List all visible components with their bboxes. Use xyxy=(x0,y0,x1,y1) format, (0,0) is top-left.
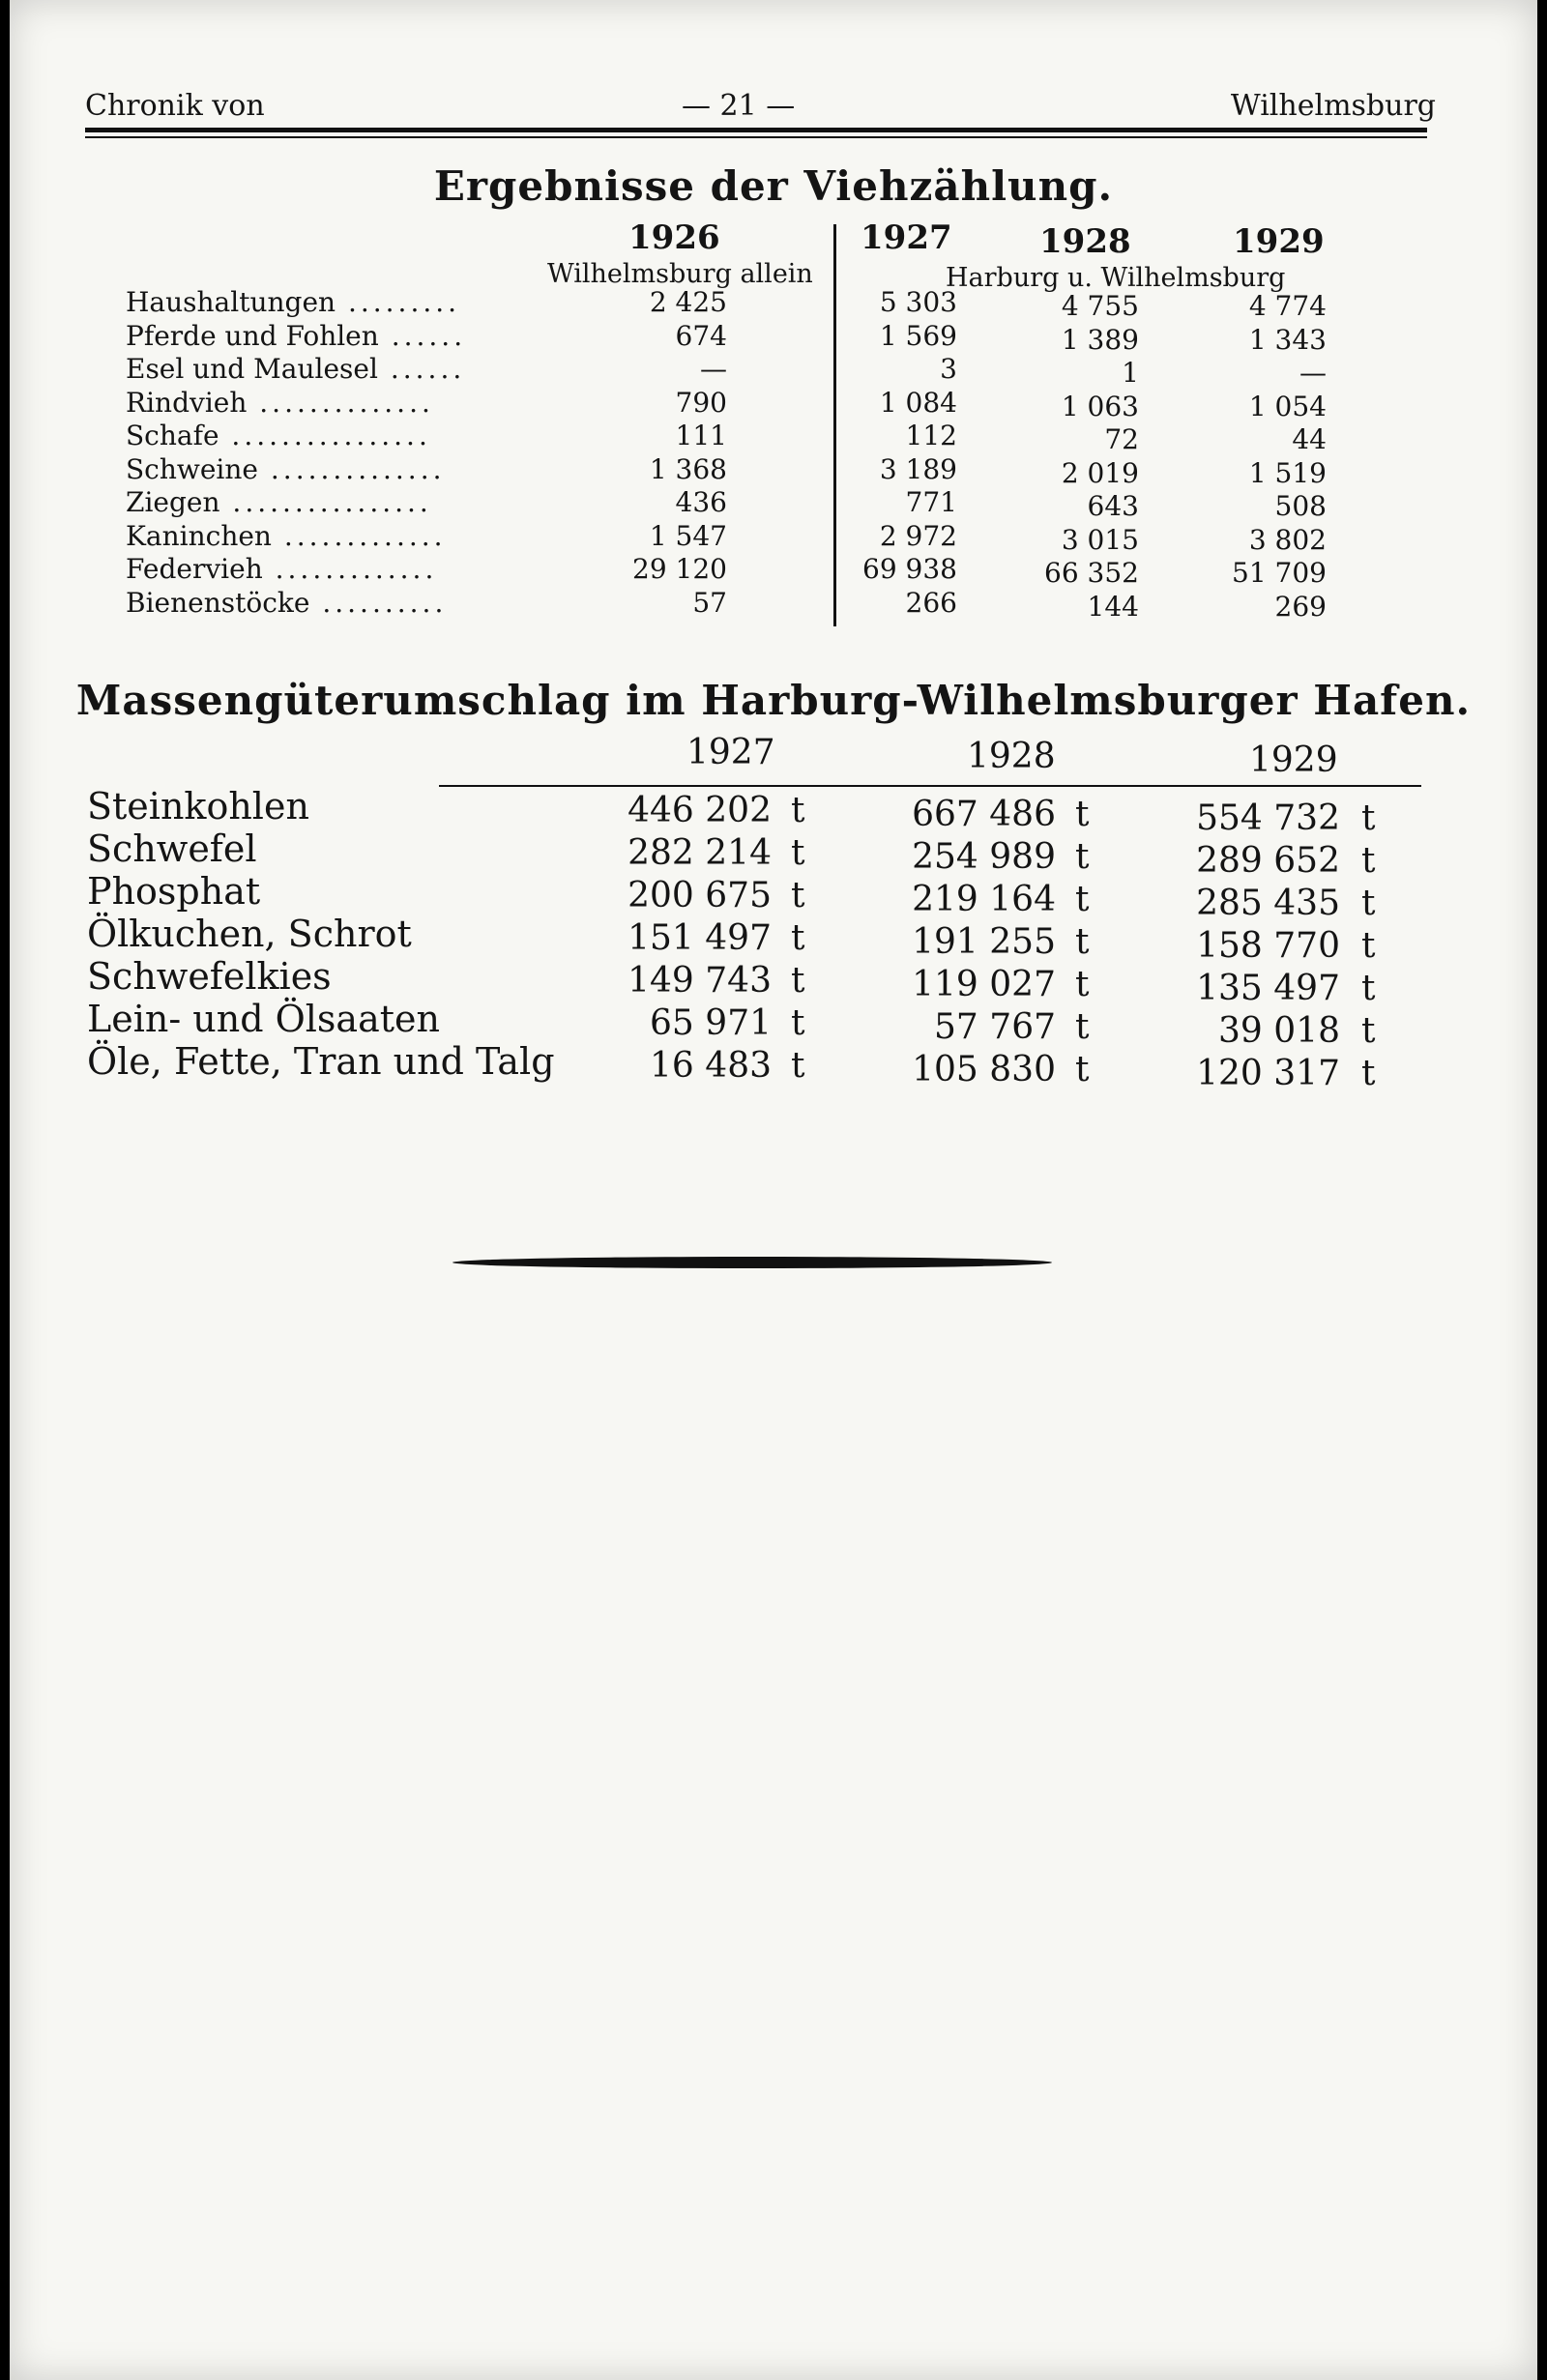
cargo-value: 135 497 xyxy=(1196,969,1340,1008)
cargo-header-rule xyxy=(439,785,1421,787)
cargo-value: 151 497 xyxy=(628,918,772,958)
livestock-value: 51 709 xyxy=(1232,557,1327,589)
cargo-unit: t xyxy=(1075,837,1090,877)
livestock-value: 1 569 xyxy=(879,319,957,352)
cargo-value: 120 317 xyxy=(1196,1054,1340,1093)
leader-dots: .............. xyxy=(258,452,446,485)
cargo-row-label: Schwefelkies xyxy=(87,955,332,998)
leader-dots: .............. xyxy=(247,386,434,419)
cargo-unit: t xyxy=(791,876,805,915)
livestock-value: 72 xyxy=(1104,423,1139,455)
year-1928: 1928 xyxy=(1039,222,1131,261)
livestock-label-text: Ziegen xyxy=(126,486,220,518)
cargo-value: 285 435 xyxy=(1196,884,1340,923)
livestock-value: 508 xyxy=(1274,490,1327,522)
cargo-unit: t xyxy=(1361,884,1376,923)
leader-dots: ...... xyxy=(377,353,466,385)
livestock-label-text: Haushaltungen xyxy=(126,286,336,318)
livestock-value: 69 938 xyxy=(862,553,957,585)
cargo-value: 282 214 xyxy=(628,833,772,873)
cargo-row-label: Schwefel xyxy=(87,827,257,870)
livestock-label-text: Kaninchen xyxy=(126,519,272,552)
leader-dots: ......... xyxy=(336,286,461,318)
cargo-value: 158 770 xyxy=(1196,926,1340,966)
livestock-row-label xyxy=(126,520,532,552)
cargo-row-label: Steinkohlen xyxy=(87,785,309,827)
livestock-value: 1 xyxy=(1122,357,1139,389)
livestock-value: 1 368 xyxy=(649,452,727,485)
livestock-value: — xyxy=(700,353,727,385)
leader-dots: ................ xyxy=(219,486,432,518)
livestock-value: 269 xyxy=(1274,590,1327,623)
livestock-value: 111 xyxy=(675,420,727,451)
livestock-row-label xyxy=(126,420,532,451)
cargo-unit: t xyxy=(1075,965,1090,1004)
livestock-value: 4 774 xyxy=(1248,290,1327,322)
cargo-unit: t xyxy=(791,791,805,830)
cargo-value: 57 767 xyxy=(934,1007,1056,1047)
livestock-value: 1 084 xyxy=(879,386,957,419)
livestock-value: 44 xyxy=(1292,423,1327,455)
livestock-label-text: Federvieh xyxy=(126,553,263,585)
cargo-unit: t xyxy=(1361,798,1376,838)
cargo-unit: t xyxy=(791,918,805,958)
cargo-unit: t xyxy=(1075,880,1090,919)
livestock-value: 2 019 xyxy=(1061,456,1139,489)
cargo-year-1928: 1928 xyxy=(967,737,1056,776)
livestock-label-text: Rindvieh xyxy=(126,386,248,419)
cargo-row-label: Ölkuchen, Schrot xyxy=(87,913,412,955)
cargo-value: 667 486 xyxy=(912,795,1056,834)
livestock-value: 643 xyxy=(1087,490,1139,522)
closing-rule xyxy=(452,1257,1052,1268)
livestock-value: 674 xyxy=(675,319,727,352)
livestock-value: 1 547 xyxy=(649,519,727,552)
cargo-unit: t xyxy=(1075,922,1090,962)
cargo-value: 254 989 xyxy=(912,837,1056,877)
cargo-value: 289 652 xyxy=(1196,841,1340,881)
cargo-value: 554 732 xyxy=(1196,798,1340,838)
cargo-table-title: Massengüterumschlag im Harburg-Wilhelmsburger Hafen. xyxy=(75,677,1472,724)
livestock-row-label xyxy=(126,353,532,385)
cargo-unit: t xyxy=(791,1046,805,1086)
livestock-value: 66 352 xyxy=(1044,557,1139,589)
livestock-value: 1 054 xyxy=(1248,390,1327,422)
leader-dots: ...... xyxy=(378,319,467,352)
year-1929: 1929 xyxy=(1233,222,1325,261)
livestock-row-label xyxy=(126,286,532,318)
cargo-value: 149 743 xyxy=(628,961,772,1001)
livestock-row-label xyxy=(126,486,532,518)
livestock-label-text: Bienenstöcke xyxy=(126,586,310,619)
livestock-value: 1 343 xyxy=(1248,323,1327,356)
livestock-label-text: Pferde und Fohlen xyxy=(126,319,379,352)
year-1927: 1927 xyxy=(861,218,952,257)
livestock-value: 1 389 xyxy=(1061,323,1139,356)
livestock-value: — xyxy=(1299,357,1327,389)
cargo-year-1929: 1929 xyxy=(1249,740,1338,780)
livestock-value: 1 063 xyxy=(1061,390,1139,422)
header-rule-thin xyxy=(85,136,1427,138)
cargo-unit: t xyxy=(1361,841,1376,881)
livestock-value: 1 519 xyxy=(1248,456,1327,489)
page xyxy=(10,0,1537,2380)
livestock-value: 112 xyxy=(905,420,957,451)
cargo-unit: t xyxy=(1075,1007,1090,1047)
cargo-unit: t xyxy=(1361,1011,1376,1051)
cargo-unit: t xyxy=(791,961,805,1001)
cargo-value: 119 027 xyxy=(912,965,1056,1004)
header-rule-thick xyxy=(85,128,1427,132)
header-right: Wilhelmsburg xyxy=(1230,89,1436,123)
cargo-unit: t xyxy=(1075,795,1090,834)
livestock-value: 3 015 xyxy=(1061,523,1139,556)
cargo-value: 16 483 xyxy=(650,1046,772,1086)
livestock-value: 4 755 xyxy=(1061,290,1139,322)
cargo-unit: t xyxy=(1361,1054,1376,1093)
cargo-value: 219 164 xyxy=(912,880,1056,919)
cargo-value: 191 255 xyxy=(912,922,1056,962)
livestock-value: 2 972 xyxy=(879,519,957,552)
cargo-value: 65 971 xyxy=(650,1003,772,1043)
livestock-value: 29 120 xyxy=(632,553,727,585)
livestock-value: 3 189 xyxy=(879,452,957,485)
livestock-label-text: Schafe xyxy=(126,420,219,451)
livestock-table-title: Ergebnisse der Viehzählung. xyxy=(433,162,1114,210)
livestock-label-text: Schweine xyxy=(126,452,258,485)
livestock-value: 57 xyxy=(692,586,727,619)
cargo-year-1927: 1927 xyxy=(686,733,775,772)
livestock-row-label xyxy=(126,587,532,619)
livestock-label-text: Esel und Maulesel xyxy=(126,353,378,385)
livestock-row-label xyxy=(126,387,532,419)
livestock-value: 2 425 xyxy=(649,286,727,318)
leader-dots: .......... xyxy=(309,586,448,619)
cargo-unit: t xyxy=(1361,969,1376,1008)
livestock-value: 266 xyxy=(905,586,957,619)
leader-dots: ............. xyxy=(271,519,447,552)
cargo-unit: t xyxy=(791,833,805,873)
cargo-unit: t xyxy=(1361,926,1376,966)
group-wilhelmsburg: Wilhelmsburg allein xyxy=(547,259,813,289)
livestock-value: 3 802 xyxy=(1248,523,1327,556)
cargo-value: 446 202 xyxy=(628,791,772,830)
leader-dots: ................ xyxy=(219,420,431,451)
cargo-value: 200 675 xyxy=(628,876,772,915)
cargo-unit: t xyxy=(1075,1050,1090,1089)
livestock-row-label xyxy=(126,453,532,485)
livestock-row-label xyxy=(126,320,532,352)
livestock-value: 436 xyxy=(675,486,727,518)
livestock-value: 5 303 xyxy=(879,286,957,318)
cargo-value: 105 830 xyxy=(912,1050,1056,1089)
group-harburg-wilhelmsburg: Harburg u. Wilhelmsburg xyxy=(946,263,1286,293)
year-1926: 1926 xyxy=(628,218,720,257)
leader-dots: ............. xyxy=(262,553,438,585)
livestock-value: 144 xyxy=(1087,590,1139,623)
livestock-value: 790 xyxy=(675,386,727,419)
livestock-row-label xyxy=(126,553,532,585)
cargo-row-label: Phosphat xyxy=(87,870,261,913)
page-number: — 21 — xyxy=(682,89,796,123)
cargo-row-label: Lein- und Ölsaaten xyxy=(87,998,440,1040)
cargo-row-label: Öle, Fette, Tran und Talg xyxy=(87,1040,555,1083)
cargo-value: 39 018 xyxy=(1218,1011,1340,1051)
livestock-value: 771 xyxy=(905,486,957,518)
cargo-unit: t xyxy=(791,1003,805,1043)
header-left: Chronik von xyxy=(85,89,265,123)
livestock-value: 3 xyxy=(940,353,957,385)
